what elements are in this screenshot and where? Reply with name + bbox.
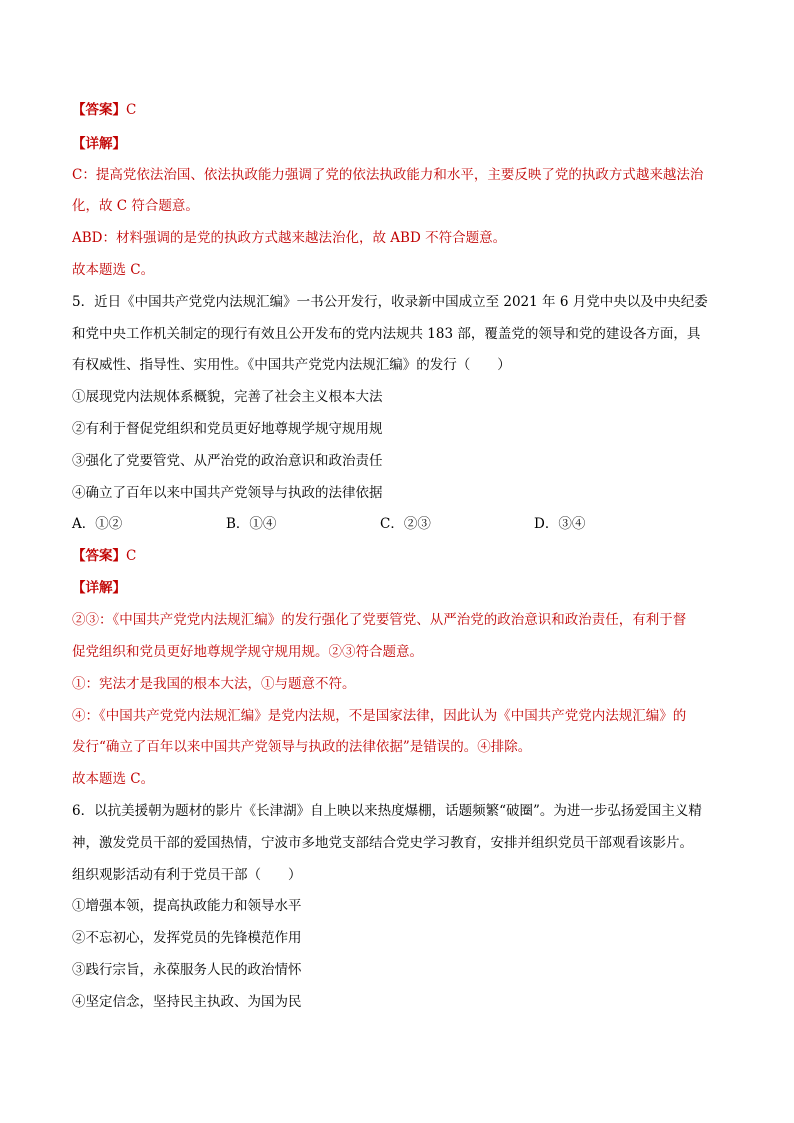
q4-explanation-line: C：提高党依法治国、依法执政能力强调了党的依法执政能力和水平，主要反映了党的执政方式越来越法治: [72, 167, 704, 183]
q5-options: [72, 515, 722, 533]
q4-conclusion: 故本题选 C。: [72, 262, 155, 278]
q4-detail-label: 【详解】: [72, 136, 126, 152]
q5-explanation-line: ④：《中国共产党党内法规汇编》是党内法规，不是国家法律，因此认为《中国共产党党内法规汇编》的: [72, 708, 687, 724]
q4-answer-value: C: [126, 102, 137, 118]
q5-stem-line: 有权威性、指导性、实用性。《中国共产党党内法规汇编》的发行（ ）: [72, 357, 511, 373]
q6-statement: ③践行宗旨，永葆服务人民的政治情怀: [72, 962, 302, 978]
q5-conclusion: 故本题选 C。: [72, 771, 155, 787]
q5-statement: ①展现党内法规体系概貌，完善了社会主义根本大法: [72, 389, 383, 405]
q5-answer-label: 【答案】: [72, 548, 126, 564]
q5-explanation-line: ①：宪法才是我国的根本大法，①与题意不符。: [72, 676, 356, 692]
q5-statement: ②有利于督促党组织和党员更好地尊规学规守规用规: [72, 421, 383, 437]
q5-explanation-line: ②③：《中国共产党党内法规汇编》的发行强化了党要管党、从严治党的政治意识和政治责任，有利于督: [72, 612, 687, 628]
q5-explanation-line: 发行“确立了百年以来中国共产党领导与执政的法律依据”是错误的。④排除。: [72, 739, 532, 755]
q6-statement: ②不忘初心，发挥党员的先锋模范作用: [72, 930, 302, 946]
q4-explanation-line: 化，故 C 符合题意。: [72, 198, 199, 214]
q5-option-d: D．③④: [534, 516, 586, 532]
q6-statement: ④坚定信念，坚持民主执政、为国为民: [72, 994, 302, 1010]
q5-statement: ④确立了百年以来中国共产党领导与执政的法律依据: [72, 485, 383, 501]
q5-option-c: C．②③: [380, 516, 431, 532]
q5-option-a: A．①②: [72, 516, 123, 532]
q5-detail-label: 【详解】: [72, 580, 126, 596]
q5-stem-line: 5．近日《中国共产党党内法规汇编》一书公开发行，收录新中国成立至 2021 年 6 月党中央以及中央纪委: [72, 294, 708, 310]
q4-answer: [72, 101, 136, 119]
q6-stem-line: 神，激发党员干部的爱国热情，宁波市多地党支部结合党史学习教育，安排并组织党员干部观看该影片。: [72, 835, 693, 851]
q5-answer: [72, 547, 136, 565]
q5-stem-line: 和党中央工作机关制定的现行有效且公开发布的党内法规共 183 部，覆盖党的领导和党的建设各方面，具: [72, 326, 701, 342]
q6-statement: ①增强本领，提高执政能力和领导水平: [72, 898, 302, 914]
q5-statement: ③强化了党要管党、从严治党的政治意识和政治责任: [72, 453, 383, 469]
q5-answer-value: C: [126, 548, 137, 564]
q6-stem-line: 6．以抗美援朝为题材的影片《长津湖》自上映以来热度爆棚，话题频繁“破圈”。为进一步弘扬爱国主义精: [72, 803, 702, 819]
q6-stem-line: 组织观影活动有利于党员干部（ ）: [72, 867, 302, 883]
q4-answer-label: 【答案】: [72, 102, 126, 118]
q4-explanation-line: ABD：材料强调的是党的执政方式越来越法治化，故 ABD 不符合题意。: [72, 230, 507, 246]
q5-option-b: B．①④: [226, 516, 277, 532]
q5-explanation-line: 促党组织和党员更好地尊规学规守规用规。②③符合题意。: [72, 644, 423, 660]
